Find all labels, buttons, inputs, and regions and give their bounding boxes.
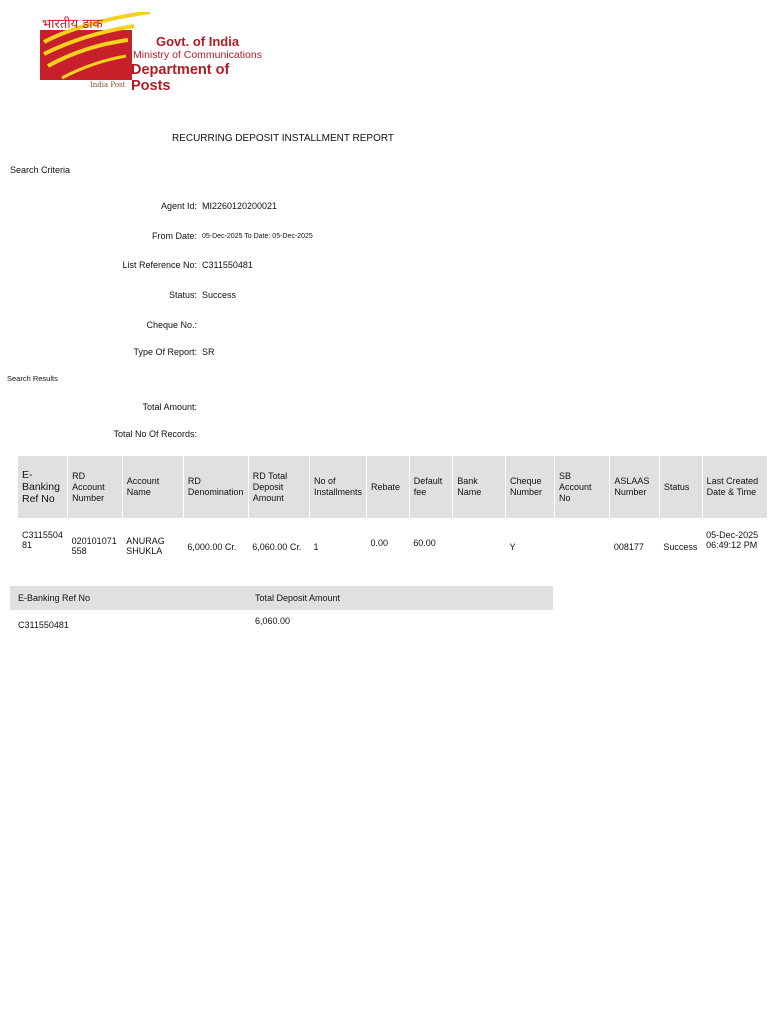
cell-default-fee: 60.00 (413, 538, 436, 548)
status-value: Success (202, 290, 237, 300)
cell-ebanking-ref: C311550481 (22, 530, 63, 550)
ministry-text: Ministry of Communications (133, 49, 262, 61)
search-criteria-heading: Search Criteria (10, 165, 71, 175)
india-post-text: India Post (90, 81, 126, 89)
col-no-of-installments: No of Installments (310, 456, 367, 518)
department-of-posts-logo (22, 12, 262, 94)
cell-status: Success (663, 542, 698, 552)
summary-col-total-deposit: Total Deposit Amount (252, 586, 553, 610)
summary-cell-total-deposit: 6,060.00 (255, 616, 291, 626)
total-records-label: Total No Of Records: (113, 429, 197, 439)
col-rebate: Rebate (367, 456, 410, 518)
col-rd-account-number: RD Account Number (68, 456, 123, 518)
col-status: Status (659, 456, 702, 518)
cell-rebate: 0.00 (370, 538, 389, 548)
table-header-row (18, 456, 768, 518)
col-account-name: Account Name (122, 456, 183, 518)
type-of-report-value: SR (202, 347, 215, 357)
col-aslaas-number: ASLAAS Number (610, 456, 660, 518)
type-of-report-label: Type Of Report: (133, 347, 197, 357)
cell-bank-name (453, 518, 506, 582)
summary-header-row (10, 586, 553, 610)
cell-rd-total-deposit: 6,060.00 Cr. (252, 542, 302, 552)
date-range-value: 05-Dec-2025 To Date: 05-Dec-2025 (202, 233, 313, 240)
col-ebanking-ref: E-Banking Ref No (18, 456, 68, 518)
col-sb-account-no: SB Account No (554, 456, 609, 518)
hindi-title: भारतीय डाक (42, 17, 103, 32)
cell-account-name: ANURAG SHUKLA (126, 536, 165, 556)
summary-cell-ebanking-ref: C311550481 (18, 620, 69, 630)
table-row (10, 610, 553, 630)
search-results-heading: Search Results (7, 374, 58, 383)
cell-rd-denomination: 6,000.00 Cr. (187, 542, 237, 552)
report-title: RECURRING DEPOSIT INSTALLMENT REPORT (171, 133, 395, 144)
govt-of-india-text: Govt. of India (156, 34, 240, 49)
total-amount-label: Total Amount: (142, 402, 197, 412)
from-date-label: From Date: (151, 231, 197, 241)
cell-no-of-installments: 1 (313, 542, 319, 552)
cheque-no-label: Cheque No.: (146, 320, 197, 330)
cell-sb-account-no (554, 518, 609, 582)
col-cheque-number: Cheque Number (506, 456, 555, 518)
list-reference-value: C311550481 (202, 260, 253, 270)
status-label: Status: (168, 290, 197, 300)
installment-results-table (18, 456, 768, 582)
agent-id-value: MI2260120200021 (202, 201, 278, 211)
list-reference-label: List Reference No: (122, 260, 197, 270)
table-row (18, 518, 768, 582)
col-rd-denomination: RD Denomination (183, 456, 248, 518)
cell-rd-account-number: 020101071558 (71, 536, 117, 556)
cell-aslaas-number: 008177 (613, 542, 644, 552)
department-text: Department of Posts (131, 62, 230, 94)
col-bank-name: Bank Name (453, 456, 506, 518)
summary-table (10, 586, 553, 630)
col-last-created: Last Created Date & Time (702, 456, 767, 518)
cell-last-created: 05-Dec-2025 06:49:12 PM (706, 530, 759, 550)
cell-cheque-number: Y (509, 542, 516, 552)
summary-col-ebanking-ref: E-Banking Ref No (10, 586, 252, 610)
col-rd-total-deposit: RD Total Deposit Amount (248, 456, 309, 518)
agent-id-label: Agent Id: (160, 201, 197, 211)
col-default-fee: Default fee (409, 456, 452, 518)
